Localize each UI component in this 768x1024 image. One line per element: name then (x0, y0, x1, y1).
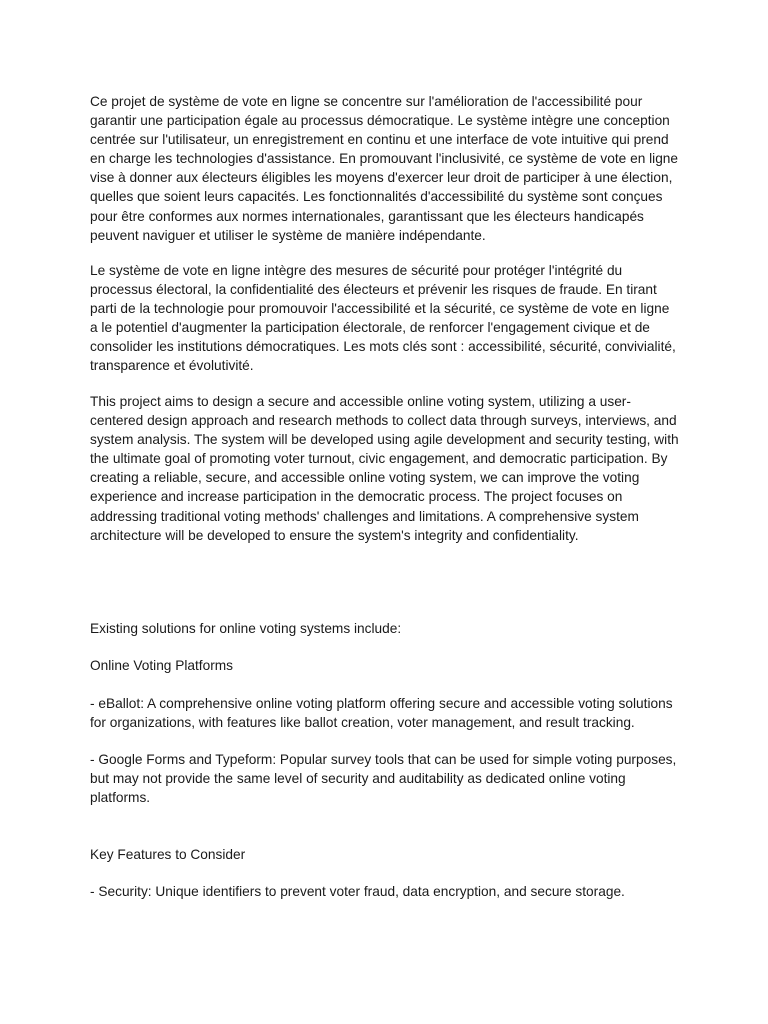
list-item-eballot: - eBallot: A comprehensive online voting platform offering secure and accessible voting solutions for organizations, with features like ballot creation, voter management, and result tracking. (90, 696, 673, 731)
section-heading-features: Key Features to Consider (90, 847, 246, 862)
existing-solutions-intro: Existing solutions for online voting systems include: (90, 621, 402, 636)
paragraph-security-fr: Le système de vote en ligne intègre des mesures de sécurité pour protéger l'intégrité du processus électoral, la confidentialité des électeurs et prévenir les risques de fraude. En tirant parti de la technologie pour promouvoir l'accessibilité et la sécurité, ce système de vote en ligne a le potentiel d'augmenter la participation électorale, de renforcer l'engagement civique et de consolider les institutions démocratiques. Les mots clés sont : accessibilité, sécurité, convivialité, transparence et évolutivité. (90, 263, 676, 374)
paragraph-intro-fr: Ce projet de système de vote en ligne se concentre sur l'amélioration de l'accessibilité pour garantir une participation égale au processus démocratique. Le système intègre une conception centrée sur l'utilisateur, un enregistrement en continu et une interface de vote intuitive qui prend en charge les technologies d'assistance. En promouvant l'inclusivité, ce système de vote en ligne vise à donner aux électeurs éligibles les moyens d'exercer leur droit de participer à une élection, quelles que soient leurs capacités. Les fonctionnalités d'accessibilité du système sont conçues pour être conformes aux normes internationales, garantissant que les électeurs handicapés peuvent naviguer et utiliser le système de manière indépendante. (90, 94, 679, 243)
section-heading-platforms: Online Voting Platforms (90, 658, 234, 673)
list-item-google-forms: - Google Forms and Typeform: Popular survey tools that can be used for simple voting purposes, but may not provide the same level of security and auditability as dedicated online voting platforms. (90, 752, 677, 806)
list-item-security: - Security: Unique identifiers to prevent voter fraud, data encryption, and secure storage. (90, 884, 625, 899)
paragraph-abstract-en: This project aims to design a secure and accessible online voting system, utilizing a user-centered design approach and research methods to collect data through surveys, interviews, and system analysis. The system will be developed using agile development and security testing, with the ultimate goal of promoting voter turnout, civic engagement, and democratic participation. By creating a reliable, secure, and accessible online voting system, we can improve the voting experience and increase participation in the democratic process. The project focuses on addressing traditional voting methods' challenges and limitations. A comprehensive system architecture will be developed to ensure the system's integrity and confidentiality. (90, 394, 679, 543)
